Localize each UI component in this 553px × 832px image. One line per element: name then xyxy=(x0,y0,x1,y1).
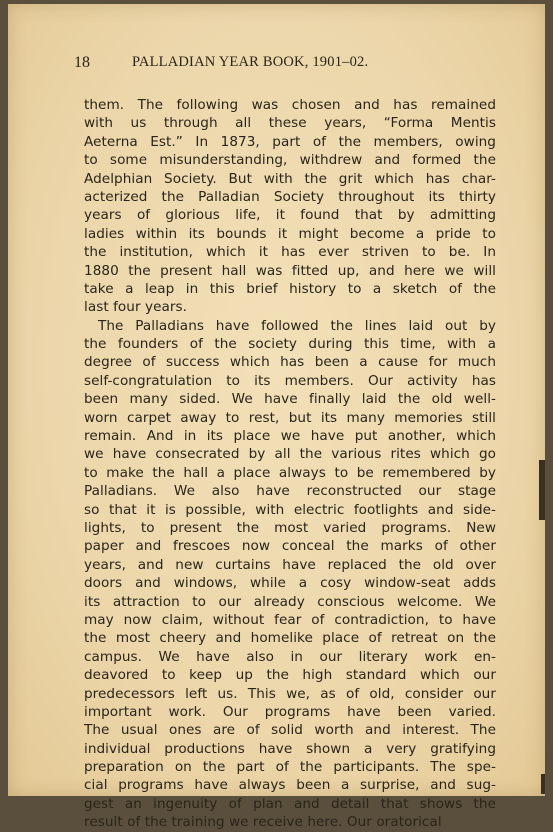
page-number: 18 xyxy=(74,54,90,71)
text-line: them. The following was chosen and has remained xyxy=(84,97,496,113)
text-line: 1880 the present hall was fitted up, and here we will xyxy=(84,262,496,279)
text-line: we have consecrated by all the various rites which go xyxy=(84,446,496,463)
text-line: individual productions have shown a very gratifying xyxy=(84,740,496,757)
text-line: result of the training we receive here. Our oratorical xyxy=(84,814,442,831)
page-edge-mark xyxy=(541,774,545,794)
text-line: may now claim, without fear of contradiction, to have xyxy=(84,611,496,628)
text-line: important work. Our programs have been varied. xyxy=(84,703,496,720)
text-line: acterized the Palladian Society throughout its thirty xyxy=(84,188,496,205)
text-line: campus. We have also in our literary work en- xyxy=(84,648,496,665)
text-line: Palladians. We also have reconstructed our stage xyxy=(84,483,496,500)
text-line: to some misunderstanding, withdrew and formed the xyxy=(84,152,496,169)
text-line: ladies within its bounds it might become a pride to xyxy=(84,225,496,242)
text-line: lights, to present the most varied programs. New xyxy=(84,519,496,536)
text-line: Aeterna Est.” In 1873, part of the members, owing xyxy=(84,133,496,150)
text-line: The usual ones are of solid worth and interest. The xyxy=(84,722,496,739)
book-page xyxy=(8,4,545,831)
text-line: doors and windows, while a cosy window-seat adds xyxy=(84,575,496,592)
text-line: the institution, which it has ever striven to be. In xyxy=(84,244,496,261)
paragraph-2 xyxy=(84,317,496,832)
text-line: deavored to keep up the high standard which our xyxy=(84,667,496,684)
paragraph-1 xyxy=(84,96,496,317)
text-line: with us through all these years, “Forma Mentis xyxy=(84,115,496,132)
text-line: years of glorious life, it found that by admitting xyxy=(84,207,496,224)
text-line: The Palladians have followed the lines laid out by xyxy=(98,317,496,334)
text-line: been many sided. We have finally laid the old well- xyxy=(84,391,496,408)
text-line: last four years. xyxy=(84,299,187,316)
page-edge-mark xyxy=(539,460,545,520)
text-line: the founders of the society during this time, with a xyxy=(84,336,496,353)
text-line: worn carpet away to rest, but its many memories still xyxy=(84,409,496,426)
body-text xyxy=(84,96,496,832)
text-line: so that it is possible, with electric footlights and side- xyxy=(84,501,496,518)
text-line: years, and new curtains have replaced the old over xyxy=(84,556,496,573)
text-line: to make the hall a place always to be remembered by xyxy=(84,464,496,481)
text-line: remain. And in its place we have put another, which xyxy=(84,428,496,445)
text-line: degree of success which has been a cause for much xyxy=(84,354,496,371)
text-line: preparation on the part of the participants. The spe- xyxy=(84,759,496,776)
text-line: cial programs have always been a surprise, and sug- xyxy=(84,777,496,794)
text-line: Adelphian Society. But with the grit which has char- xyxy=(84,170,496,187)
text-line: paper and frescoes now conceal the marks of other xyxy=(84,538,496,555)
text-line: take a leap in this brief history to a sketch of the xyxy=(84,280,496,297)
text-line: its attraction to our already conscious welcome. We xyxy=(84,593,496,610)
text-line: predecessors left us. This we, as of old, consider our xyxy=(84,685,496,702)
text-line: self-congratulation to its members. Our activity has xyxy=(84,372,496,389)
running-title: PALLADIAN YEAR BOOK, 1901–02. xyxy=(132,54,369,70)
text-line: gest an ingenuity of plan and detail that shows the xyxy=(84,795,496,812)
text-line: the most cheery and homelike place of retreat on the xyxy=(84,630,496,647)
